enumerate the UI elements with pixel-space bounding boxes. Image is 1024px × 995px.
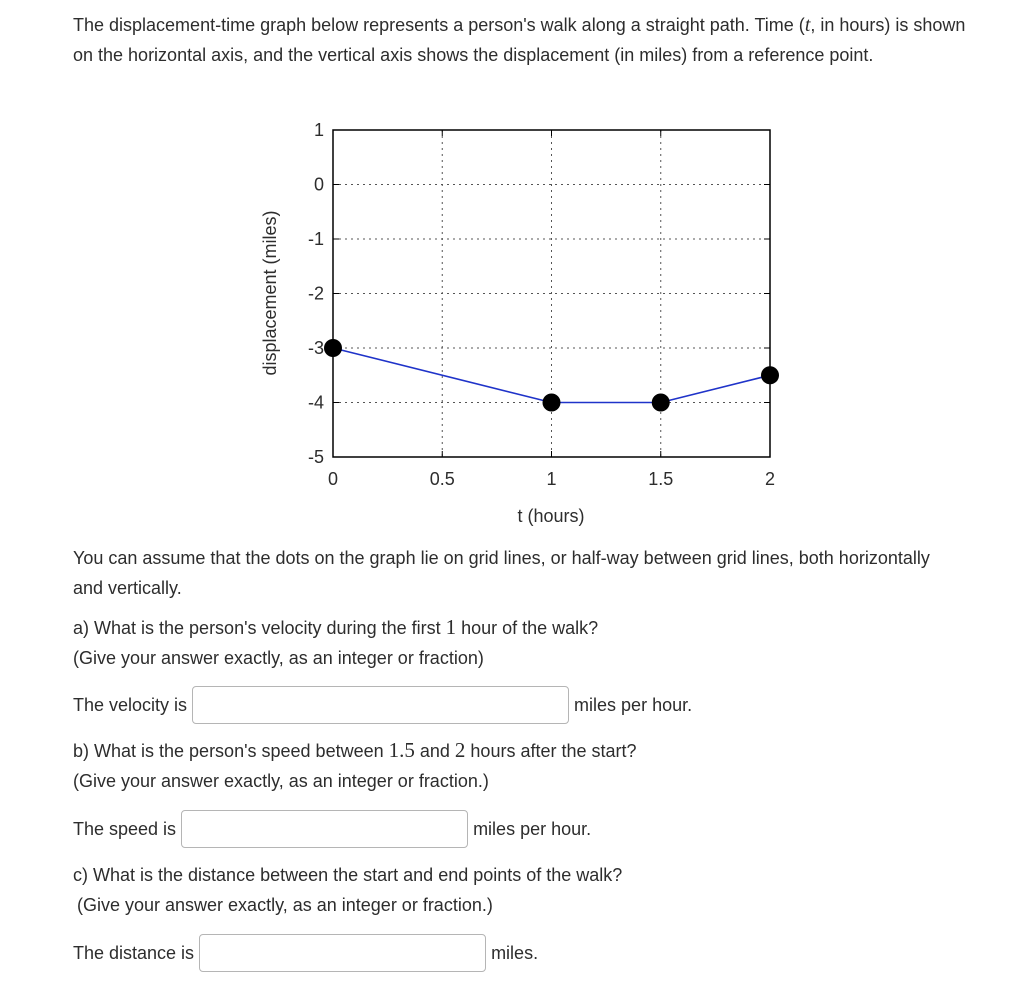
data-point: [652, 394, 670, 412]
y-tick-label: -2: [307, 283, 324, 304]
question-b-pre: b) What is the person's speed between: [73, 741, 389, 761]
displacement-time-chart: [240, 110, 800, 530]
x-axis-label: t (hours): [517, 506, 585, 526]
distance-answer-row: [73, 932, 538, 974]
dot-layer: [324, 339, 779, 412]
question-c-hint: (Give your answer exactly, as an integer or fraction.): [77, 895, 493, 915]
intro-part2: , in hours) is shown on the horizontal axis, and the vertical axis shows the displacement (in miles) from a reference point.: [73, 15, 966, 65]
intro-text: [73, 10, 988, 70]
distance-input[interactable]: [199, 934, 486, 972]
y-tick-label: 1: [313, 120, 324, 140]
velocity-input[interactable]: [192, 686, 569, 724]
question-b-hint: (Give your answer exactly, as an integer or fraction.): [73, 771, 489, 791]
question-b-number-1: 1.5: [388, 738, 415, 762]
velocity-unit: miles per hour.: [574, 694, 693, 715]
intro-variable-t: t: [804, 14, 811, 36]
speed-label: The speed is: [73, 818, 177, 839]
velocity-label: The velocity is: [73, 694, 188, 715]
data-point: [543, 394, 561, 412]
speed-unit: miles per hour.: [473, 818, 592, 839]
data-point: [761, 366, 779, 384]
data-point: [324, 339, 342, 357]
y-axis-label: displacement (miles): [260, 210, 280, 376]
question-a-hint: (Give your answer exactly, as an integer or fraction): [73, 648, 484, 668]
distance-label: The distance is: [73, 942, 195, 963]
question-a: [73, 612, 598, 673]
x-tick-label: 1: [546, 469, 557, 489]
question-b-mid: and: [414, 741, 455, 761]
x-tick-label: 1.5: [648, 469, 674, 489]
y-tick-label: -3: [307, 338, 324, 358]
y-tick-label: 0: [313, 174, 324, 195]
distance-unit: miles.: [491, 942, 539, 963]
question-c: [73, 860, 622, 920]
speed-answer-row: [73, 808, 591, 850]
speed-input[interactable]: [181, 810, 468, 848]
x-tick-label: 2: [764, 469, 776, 489]
question-b-post: hours after the start?: [465, 741, 637, 761]
question-a-pre: a) What is the person's velocity during the first: [73, 618, 446, 638]
tick-layer: [308, 120, 775, 489]
x-tick-label: 0: [327, 469, 339, 489]
y-tick-label: -5: [307, 447, 324, 467]
series-line-segment: [661, 375, 770, 402]
assumption-text: You can assume that the dots on the graph lie on grid lines, or half-way between grid lines, both horizontally and vertically.: [73, 548, 930, 598]
y-tick-label: -1: [307, 229, 324, 249]
question-c-text: c) What is the distance between the start and end points of the walk?: [73, 865, 623, 885]
x-tick-label: 0.5: [429, 469, 455, 489]
question-b-number-2: 2: [454, 738, 466, 762]
question-b: [73, 735, 637, 796]
y-tick-label: -4: [307, 392, 324, 413]
question-a-post: hour of the walk?: [456, 618, 599, 638]
velocity-answer-row: [73, 684, 692, 726]
intro-part1: The displacement-time graph below represents a person's walk along a straight path. Time (: [73, 15, 805, 35]
question-a-number: 1: [445, 615, 457, 639]
